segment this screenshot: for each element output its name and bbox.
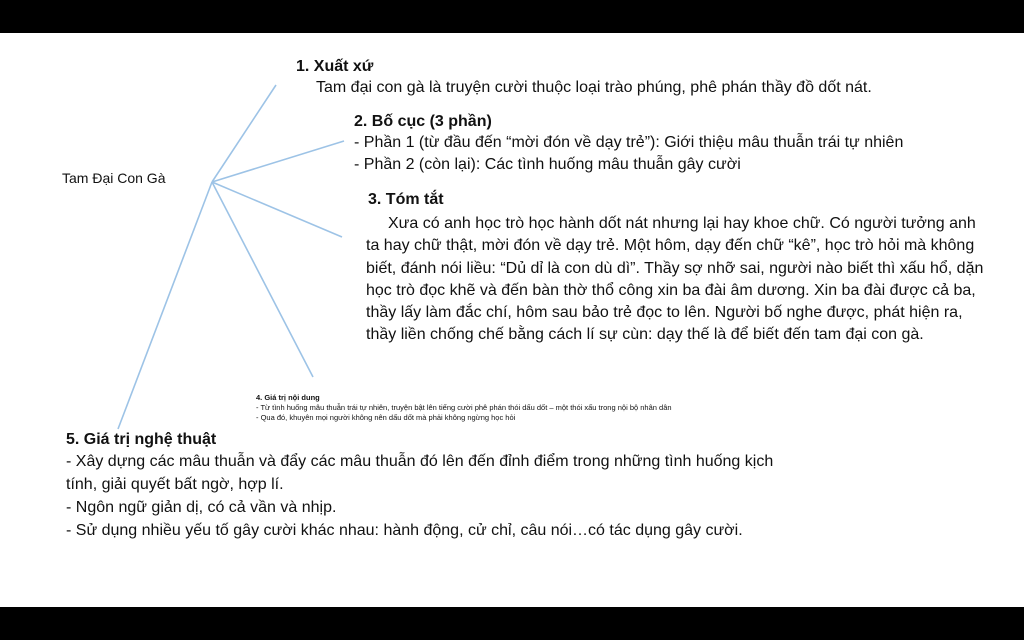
connector-line-3 bbox=[212, 182, 342, 237]
section-layout bbox=[354, 112, 903, 176]
section-content-value-line: - Từ tình huống mâu thuẫn trái tự nhiên, truyện bật lên tiếng cười phê phán thói dấu dốt – một thói xấu trong nội bộ nhân dân bbox=[256, 403, 672, 412]
connector-line-1 bbox=[212, 85, 276, 182]
section-summary-text: Xưa có anh học trò học hành dốt nát nhưng lại hay khoe chữ. Có người tưởng anh ta hay chữ thật, mời đón về dạy trẻ. Một hôm, dạy đến chữ “kê”, học trò hỏi mà không biết, đánh nói liều: “Dủ dỉ là con dù dì”. Thầy sợ nhỡ sai, người nào biết thì xấu hổ, dặn học trò đọc khẽ và đến bàn thờ thổ công xin ba đài âm dương. Xin ba đài được cả ba, thầy lấy làm đắc chí, hôm sau bảo trẻ đọc to lên. Người bố nghe được, phát hiện ra, thầy liền chống chế bằng cách lí sự cùn: dạy thế là để biết đến tam đại con gà. bbox=[366, 215, 984, 344]
section-summary bbox=[366, 190, 986, 347]
mindmap-slide bbox=[0, 33, 1024, 607]
center-topic: Tam Đại Con Gà bbox=[62, 170, 166, 186]
connector-line-4 bbox=[212, 182, 313, 377]
section-art-value-line: tính, giải quyết bất ngờ, hợp lí. bbox=[66, 476, 284, 493]
connector-line-5 bbox=[118, 182, 212, 429]
section-origin bbox=[296, 57, 872, 99]
section-content-value-line: - Qua đó, khuyên mọi người không nên dấu dốt mà phải không ngừng học hỏi bbox=[256, 413, 516, 422]
section-layout-line: - Phần 2 (còn lại): Các tình huống mâu thuẫn gây cười bbox=[354, 156, 741, 173]
section-origin-text: Tam đại con gà là truyện cười thuộc loại trào phúng, phê phán thầy đồ dốt nát. bbox=[316, 79, 872, 96]
section-summary-title: 3. Tóm tắt bbox=[368, 191, 444, 208]
section-art-value bbox=[66, 430, 773, 542]
section-art-value-line: - Xây dựng các mâu thuẫn và đẩy các mâu thuẫn đó lên đến đỉnh điểm trong những tình huống kịch bbox=[66, 453, 774, 470]
section-origin-title: 1. Xuất xứ bbox=[296, 58, 374, 75]
section-layout-title: 2. Bố cục (3 phần) bbox=[354, 113, 492, 130]
section-art-value-line: - Ngôn ngữ giản dị, có cả vần và nhịp. bbox=[66, 499, 337, 516]
section-art-value-line: - Sử dụng nhiều yếu tố gây cười khác nhau: hành động, cử chỉ, câu nói…có tác dụng gây cười. bbox=[66, 522, 743, 539]
section-content-value bbox=[256, 393, 672, 423]
section-content-value-title: 4. Giá trị nội dung bbox=[256, 393, 320, 402]
section-art-value-title: 5. Giá trị nghệ thuật bbox=[66, 431, 217, 448]
section-layout-line: - Phần 1 (từ đầu đến “mời đón về dạy trẻ”): Giới thiệu mâu thuẫn trái tự nhiên bbox=[354, 134, 904, 151]
connector-line-2 bbox=[212, 141, 344, 182]
